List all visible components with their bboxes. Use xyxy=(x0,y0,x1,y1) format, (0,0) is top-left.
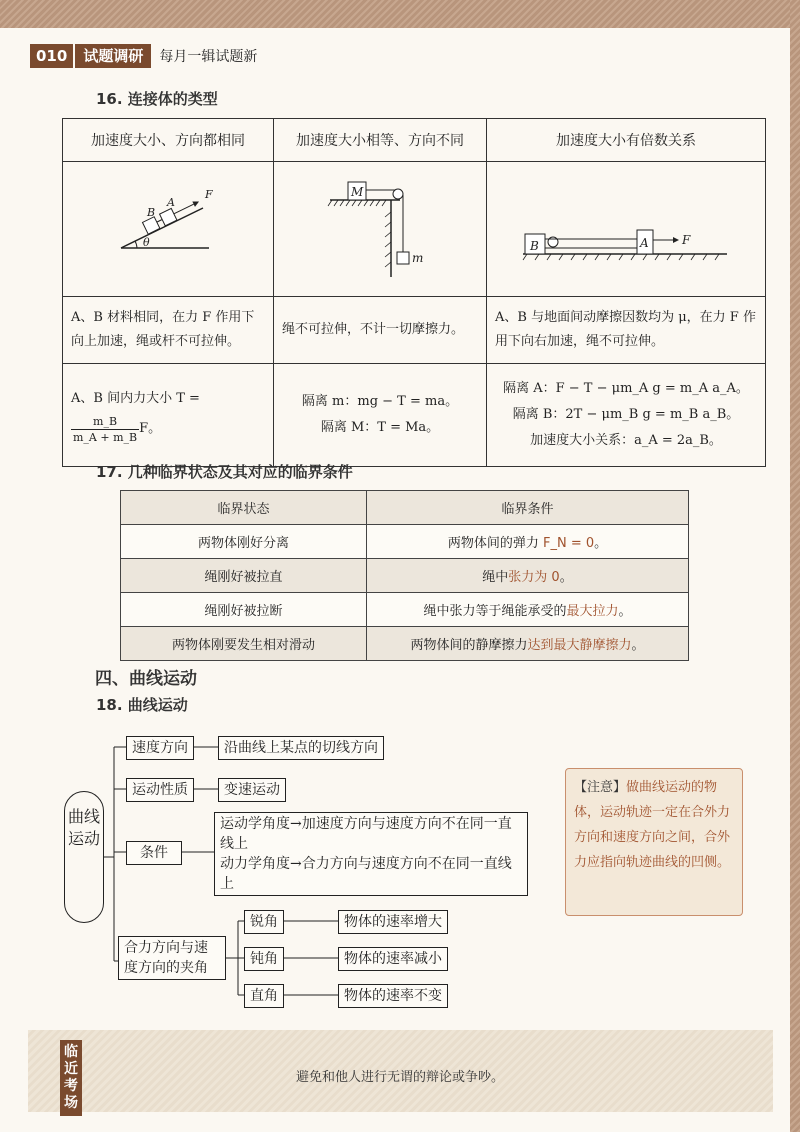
label-B3: B xyxy=(530,239,539,253)
cond-plain: 绳中 xyxy=(482,570,509,585)
angle-right: 直角 xyxy=(244,984,284,1008)
value-velocity-direction: 沿曲线上某点的切线方向 xyxy=(218,736,384,760)
critical-conditions-table xyxy=(120,490,689,661)
formula-3-line-1: 隔离 A：F − T − μm_A g = m_A a_A。 xyxy=(503,381,749,396)
section-17-title: 17. 几种临界状态及其对应的临界条件 xyxy=(96,463,353,481)
label-b: B xyxy=(147,206,156,219)
cond-highlight: 最大拉力 xyxy=(566,604,619,619)
t17-header-cond: 临界条件 xyxy=(367,491,689,525)
label-f: F xyxy=(205,188,213,201)
formula-2-line-1: 隔离 m：mg − T = ma。 xyxy=(301,394,459,409)
label-M: M xyxy=(351,185,364,199)
cond-cell xyxy=(367,593,689,627)
cond-tail: 。 xyxy=(631,638,645,653)
formula-1-numerator: m_B xyxy=(93,414,118,428)
note-text: 做曲线运动的物体，运动轨迹一定在合外力方向和速度方向之间，合外力应指向轨迹曲线的凹侧。 xyxy=(574,780,731,870)
label-F3: F xyxy=(682,233,691,247)
formula-2 xyxy=(274,364,487,467)
right-decor-band xyxy=(790,0,800,1132)
cond-highlight: 达到最大静摩擦力 xyxy=(527,638,632,653)
section-16-title: 16. 连接体的类型 xyxy=(96,90,218,108)
cond-tail: 。 xyxy=(618,604,632,619)
label-m: m xyxy=(412,251,424,265)
state-cell: 绳刚好被拉直 xyxy=(121,559,367,593)
cond-plain: 两物体间的静摩擦力 xyxy=(410,638,528,653)
horizontal-diagram xyxy=(487,162,765,292)
cond-highlight: F_N = 0 xyxy=(542,536,595,551)
section-18-title: 18. 曲线运动 xyxy=(96,696,188,714)
attention-note xyxy=(565,768,743,916)
page-header xyxy=(30,44,257,68)
force-arrow xyxy=(174,204,194,214)
cond-cell xyxy=(367,559,689,593)
page-number: 010 xyxy=(30,44,73,68)
col-header-2: 加速度大小相等、方向不同 xyxy=(274,119,487,162)
cond-plain: 绳中张力等于绳能承受的 xyxy=(423,604,567,619)
pulley-wheel xyxy=(393,189,403,199)
branch-motion-nature: 运动性质 xyxy=(126,778,194,802)
footer-quote: 避免和他人进行无谓的辩论或争吵。 xyxy=(296,1070,505,1085)
value-condition xyxy=(214,812,528,896)
formula-1 xyxy=(63,364,274,467)
cond-highlight: 张力为 0 xyxy=(508,570,560,585)
condition-kinematic: 运动学角度→加速度方向与速度方向不在同一直线上 xyxy=(220,816,512,852)
col-header-3: 加速度大小有倍数关系 xyxy=(487,119,766,162)
block-a xyxy=(160,208,177,225)
table-row xyxy=(121,627,689,661)
cond-tail: 。 xyxy=(594,536,608,551)
angle-acute: 锐角 xyxy=(244,910,284,934)
branch-velocity-direction: 速度方向 xyxy=(126,736,194,760)
value-motion-nature: 变速运动 xyxy=(218,778,286,802)
result-acute: 物体的速率增大 xyxy=(338,910,448,934)
mindmap-root: 曲线运动 xyxy=(64,791,104,923)
desc-3: A、B 与地面间动摩擦因数均为 μ，在力 F 作用下向右加速，绳不可拉伸。 xyxy=(487,297,766,364)
figure-horizontal xyxy=(487,162,766,297)
column-name: 试题调研 xyxy=(75,44,151,68)
desc-1: A、B 材料相同，在力 F 作用下向上加速，绳或杆不可拉伸。 xyxy=(63,297,274,364)
formula-3 xyxy=(487,364,766,467)
branch-angle: 合力方向与速度方向的夹角 xyxy=(118,936,226,980)
incline-diagram xyxy=(63,162,273,292)
table-row xyxy=(121,593,689,627)
table-row xyxy=(121,525,689,559)
t17-header-state: 临界状态 xyxy=(121,491,367,525)
result-obtuse: 物体的速率减小 xyxy=(338,947,448,971)
side-label: 临近考场 xyxy=(60,1040,82,1116)
result-right: 物体的速率不变 xyxy=(338,984,448,1008)
desc-2: 绳不可拉伸，不计一切摩擦力。 xyxy=(274,297,487,364)
col-header-1: 加速度大小、方向都相同 xyxy=(63,119,274,162)
top-decor-band xyxy=(0,0,800,28)
formula-1-tail: F。 xyxy=(139,421,162,436)
figure-incline xyxy=(63,162,274,297)
state-cell: 绳刚好被拉断 xyxy=(121,593,367,627)
branch-condition: 条件 xyxy=(126,841,182,865)
state-cell: 两物体刚好分离 xyxy=(121,525,367,559)
condition-dynamic: 动力学角度→合力方向与速度方向不在同一直线上 xyxy=(220,856,512,892)
formula-1-lead: A、B 间内力大小 T = xyxy=(71,390,200,406)
cond-tail: 。 xyxy=(559,570,573,585)
formula-2-line-2: 隔离 M：T = Ma。 xyxy=(320,420,440,435)
table-row xyxy=(121,559,689,593)
chapter-title: 四、曲线运动 xyxy=(95,669,197,689)
formula-3-line-3: 加速度大小关系：a_A = 2a_B。 xyxy=(530,433,722,448)
cond-cell xyxy=(367,525,689,559)
formula-1-denominator: m_A + m_B xyxy=(73,430,138,444)
block-m xyxy=(397,252,409,264)
theta-label: θ xyxy=(143,236,150,249)
label-a: A xyxy=(167,196,175,209)
curve-motion-mindmap xyxy=(56,725,556,1025)
figure-pulley xyxy=(274,162,487,297)
cond-cell xyxy=(367,627,689,661)
block-b xyxy=(142,217,159,234)
pulley-diagram xyxy=(274,162,486,292)
connected-bodies-table xyxy=(62,118,766,467)
column-subtitle: 每月一辑试题新 xyxy=(159,49,258,65)
angle-obtuse: 钝角 xyxy=(244,947,284,971)
formula-3-line-2: 隔离 B：2T − μm_B g = m_B a_B。 xyxy=(512,407,740,422)
state-cell: 两物体刚要发生相对滑动 xyxy=(121,627,367,661)
label-A3: A xyxy=(640,236,649,250)
note-tag: 【注意】 xyxy=(574,780,627,795)
cond-plain: 两物体间的弹力 xyxy=(447,536,543,551)
